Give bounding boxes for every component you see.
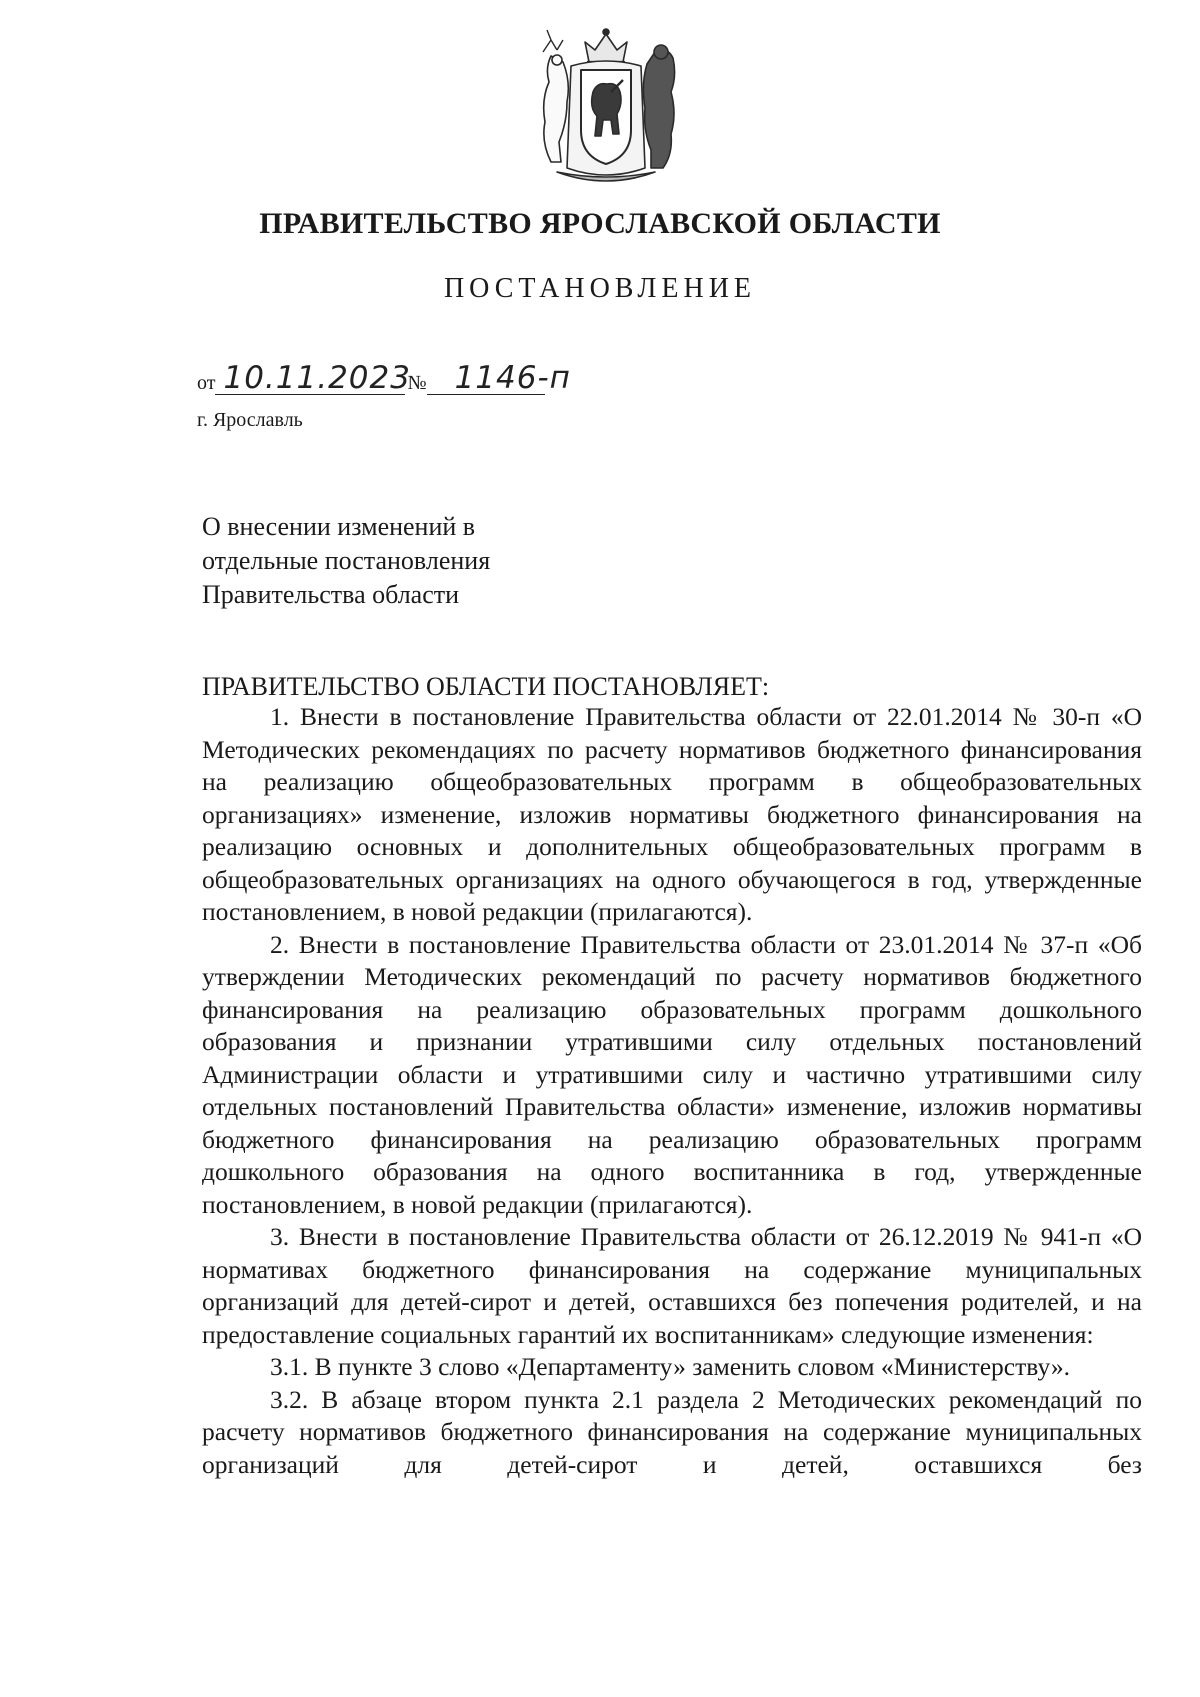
date-field bbox=[215, 360, 411, 396]
date-number-line bbox=[197, 360, 571, 396]
coat-of-arms-icon bbox=[527, 22, 685, 192]
subject-line: Правительства области bbox=[202, 580, 460, 609]
city-label: г. Ярославль bbox=[197, 409, 303, 431]
paragraph-2: 2. Внести в постановление Правительства области от 23.01.2014 № 37-п «Об утверждении Методических рекомендаций по расчету нормативов бюджетного финансирования на реализацию образовательных программ дошкольного образования и признании утратившими силу отдельных постановлений Администрации области и утратившими силу и частично утратившими силу отдельных постановлений Правительства области» изменение, изложив нормативы бюджетного финансирования на реализацию образовательных программ дошкольного образования на одного воспитанника в год, утвержденные постановлением, в новой редакции (прилагаются). bbox=[202, 929, 1142, 1219]
subject-line: отдельные постановления bbox=[202, 546, 491, 575]
document-subject bbox=[202, 510, 490, 612]
paragraph-1: 1. Внести в постановление Правительства области от 22.01.2014 № 30-п «О Методических рекомендациях по расчету нормативов бюджетного финансирования на реализацию общеобразовательных программ в общеобразовательных организациях» изменение, изложив нормативы бюджетного финансирования на реализацию основных и дополнительных общеобразовательных программ в общеобразовательных организациях на одного обучающегося в год, утвержденные постановлением, в новой редакции (прилагаются). bbox=[202, 702, 1142, 926]
document-body bbox=[202, 701, 1142, 1481]
number-handwritten: 1146-п bbox=[454, 360, 571, 396]
number-field bbox=[427, 360, 571, 396]
paragraph-3: 3. Внести в постановление Правительства области от 26.12.2019 № 941-п «О нормативах бюджетного финансирования на содержание муниципальных организаций для детей-сирот и детей, оставшихся без попечения родителей, и на предоставление социальных гарантий их воспитанникам» следующие изменения: bbox=[202, 1222, 1142, 1349]
date-prefix: от bbox=[197, 372, 216, 394]
subject-line: О внесении изменений в bbox=[202, 512, 476, 541]
resolution-intro: ПРАВИТЕЛЬСТВО ОБЛАСТИ ПОСТАНОВЛЯЕТ: bbox=[202, 672, 770, 701]
number-prefix: № bbox=[407, 372, 427, 394]
date-handwritten: 10.11.2023 bbox=[223, 360, 411, 396]
document-type-title: ПОСТАНОВЛЕНИЕ bbox=[443, 273, 757, 304]
paragraph-3-1: 3.1. В пункте 3 слово «Департаменту» заменить словом «Министерству». bbox=[270, 1352, 1070, 1381]
paragraph-3-2: 3.2. В абзаце втором пункта 2.1 раздела 2 Методических рекомендаций по расчету нормативов бюджетного финансирования на содержание муниципальных организаций для детей-сирот и детей, оставшихся без bbox=[202, 1384, 1142, 1479]
organization-title: ПРАВИТЕЛЬСТВО ЯРОСЛАВСКОЙ ОБЛАСТИ bbox=[259, 207, 941, 240]
